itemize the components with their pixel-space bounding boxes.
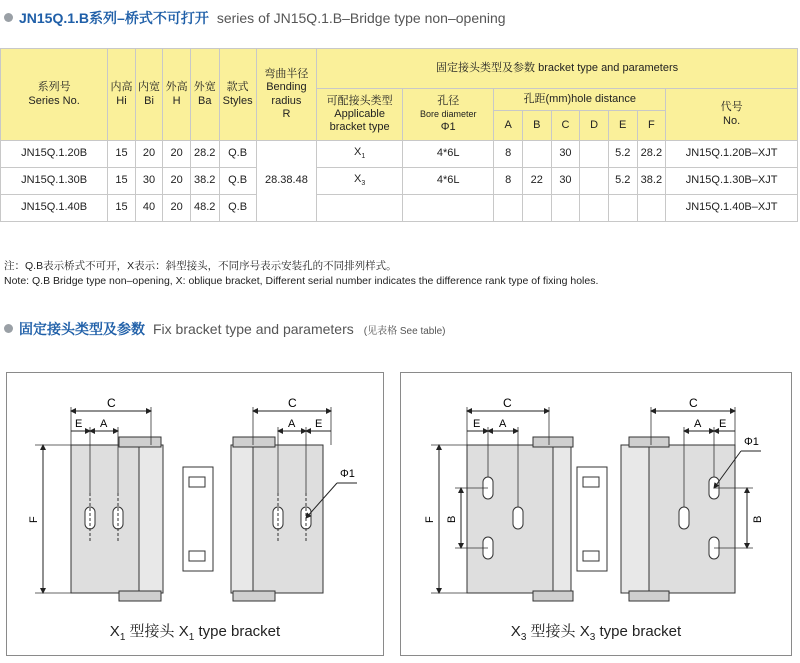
- section-title-en: series of JN15Q.1.B–Bridge type non–opening: [216, 10, 506, 26]
- label-phi: Φ1: [340, 468, 355, 480]
- cell-a: 8: [494, 141, 523, 168]
- cell-d: [580, 195, 609, 222]
- header-bi: 内宽 Bi: [135, 49, 163, 141]
- cell-c: 30: [551, 168, 580, 195]
- header-col-a: A: [494, 111, 523, 141]
- x1-caption: $X_1$ 型接头 $X_1$ type bracket: [109, 623, 281, 643]
- label-c: C: [689, 396, 698, 410]
- x3-bracket-panel: [400, 372, 792, 656]
- header-bore: 孔径 Bore diameter Φ1: [403, 89, 494, 141]
- cell-h: 20: [163, 141, 191, 168]
- cell-hi: 15: [108, 195, 136, 222]
- label-a: A: [499, 418, 507, 430]
- label-a: A: [100, 418, 108, 430]
- cell-b: 22: [522, 168, 551, 195]
- note-en: Note: Q.B Bridge type non–opening, X: oblique bracket, Different serial number indicates the difference rank type of fixing holes.: [4, 275, 599, 287]
- label-c: C: [288, 396, 297, 410]
- x3-bracket-drawing: [401, 373, 791, 655]
- cell-style: Q.B: [219, 168, 256, 195]
- label-c: C: [503, 396, 512, 410]
- cell-h: 20: [163, 195, 191, 222]
- header-col-d: D: [580, 111, 609, 141]
- cell-a: 8: [494, 168, 523, 195]
- label-f: F: [424, 516, 436, 523]
- cell-bore: [403, 195, 494, 222]
- x1-bracket-drawing: [7, 373, 383, 655]
- header-styles: 款式 Styles: [219, 49, 256, 141]
- spec-table: [0, 48, 798, 222]
- cell-d: [580, 168, 609, 195]
- cell-bi: 30: [135, 168, 163, 195]
- cell-e: 5.2: [608, 141, 637, 168]
- header-applicable: 可配接头类型 Applicable bracket type: [317, 89, 403, 141]
- header-hole-distance: 孔距(mm)hole distance: [494, 89, 666, 111]
- cell-type: $X_1$: [317, 141, 403, 168]
- cell-b: [522, 195, 551, 222]
- label-b: B: [446, 515, 458, 523]
- table-row: [1, 141, 798, 168]
- cell-c: [551, 195, 580, 222]
- cell-bi: 40: [135, 195, 163, 222]
- label-e: E: [473, 418, 481, 430]
- table-row: [1, 168, 798, 195]
- cell-type: $X_3$: [317, 168, 403, 195]
- cell-e: [608, 195, 637, 222]
- cell-ba: 28.2: [190, 141, 219, 168]
- cell-bore: 4*6L: [403, 141, 494, 168]
- bullet-icon: [4, 324, 13, 333]
- header-col-e: E: [608, 111, 637, 141]
- label-c: C: [107, 396, 116, 410]
- cell-f: [637, 195, 666, 222]
- cell-b: [522, 141, 551, 168]
- table-row: [1, 195, 798, 222]
- label-a: A: [288, 418, 296, 430]
- section-heading-fix-bracket: [4, 319, 445, 339]
- section-heading-series: [4, 8, 506, 28]
- cell-code: JN15Q.1.30B–XJT: [666, 168, 798, 195]
- cell-series: JN15Q.1.40B: [1, 195, 108, 222]
- label-e: E: [719, 418, 727, 430]
- note-cn: 注：Q.B表示桥式不可开，X表示：斜型接头，不同序号表示安装孔的不同排列样式。: [4, 260, 397, 272]
- cell-series: JN15Q.1.20B: [1, 141, 108, 168]
- section2-title-en: Fix bracket type and parameters: [153, 321, 354, 337]
- x1-bracket-panel: [6, 372, 384, 656]
- section-title-cn: JN15Q.1.B系列–桥式不可打开: [19, 10, 209, 26]
- cell-d: [580, 141, 609, 168]
- header-ba: 外宽 Ba: [190, 49, 219, 141]
- section2-title-cn: 固定接头类型及参数: [19, 321, 145, 337]
- header-col-c: C: [551, 111, 580, 141]
- cell-f: 28.2: [637, 141, 666, 168]
- cell-e: 5.2: [608, 168, 637, 195]
- cell-a: [494, 195, 523, 222]
- see-table-note: (见表格 See table): [363, 326, 446, 337]
- cell-ba: 48.2: [190, 195, 219, 222]
- label-f: F: [28, 516, 40, 523]
- cell-style: Q.B: [219, 195, 256, 222]
- cell-bi: 20: [135, 141, 163, 168]
- header-h: 外高 H: [163, 49, 191, 141]
- cell-bore: 4*6L: [403, 168, 494, 195]
- cell-hi: 15: [108, 141, 136, 168]
- label-b: B: [752, 515, 764, 523]
- header-col-f: F: [637, 111, 666, 141]
- cell-code: JN15Q.1.40B–XJT: [666, 195, 798, 222]
- label-e: E: [75, 418, 83, 430]
- cell-ba: 38.2: [190, 168, 219, 195]
- cell-style: Q.B: [219, 141, 256, 168]
- x3-caption: $X_3$ 型接头 $X_3$ type bracket: [510, 623, 682, 643]
- header-hi: 内高 Hi: [108, 49, 136, 141]
- cell-code: JN15Q.1.20B–XJT: [666, 141, 798, 168]
- label-phi: Φ1: [744, 436, 759, 448]
- header-code: 代号 No.: [666, 89, 798, 141]
- bullet-icon: [4, 13, 13, 22]
- header-col-b: B: [522, 111, 551, 141]
- cell-series: JN15Q.1.30B: [1, 168, 108, 195]
- header-fixed-group: 固定接头类型及参数 bracket type and parameters: [317, 49, 798, 89]
- cell-hi: 15: [108, 168, 136, 195]
- cell-c: 30: [551, 141, 580, 168]
- header-series: 系列号 Series No.: [1, 49, 108, 141]
- header-radius: 弯曲半径 Bending radius R: [256, 49, 316, 141]
- cell-f: 38.2: [637, 168, 666, 195]
- label-a: A: [694, 418, 702, 430]
- cell-h: 20: [163, 168, 191, 195]
- cell-radius: 28.38.48: [256, 141, 316, 222]
- cell-type: [317, 195, 403, 222]
- label-e: E: [315, 418, 323, 430]
